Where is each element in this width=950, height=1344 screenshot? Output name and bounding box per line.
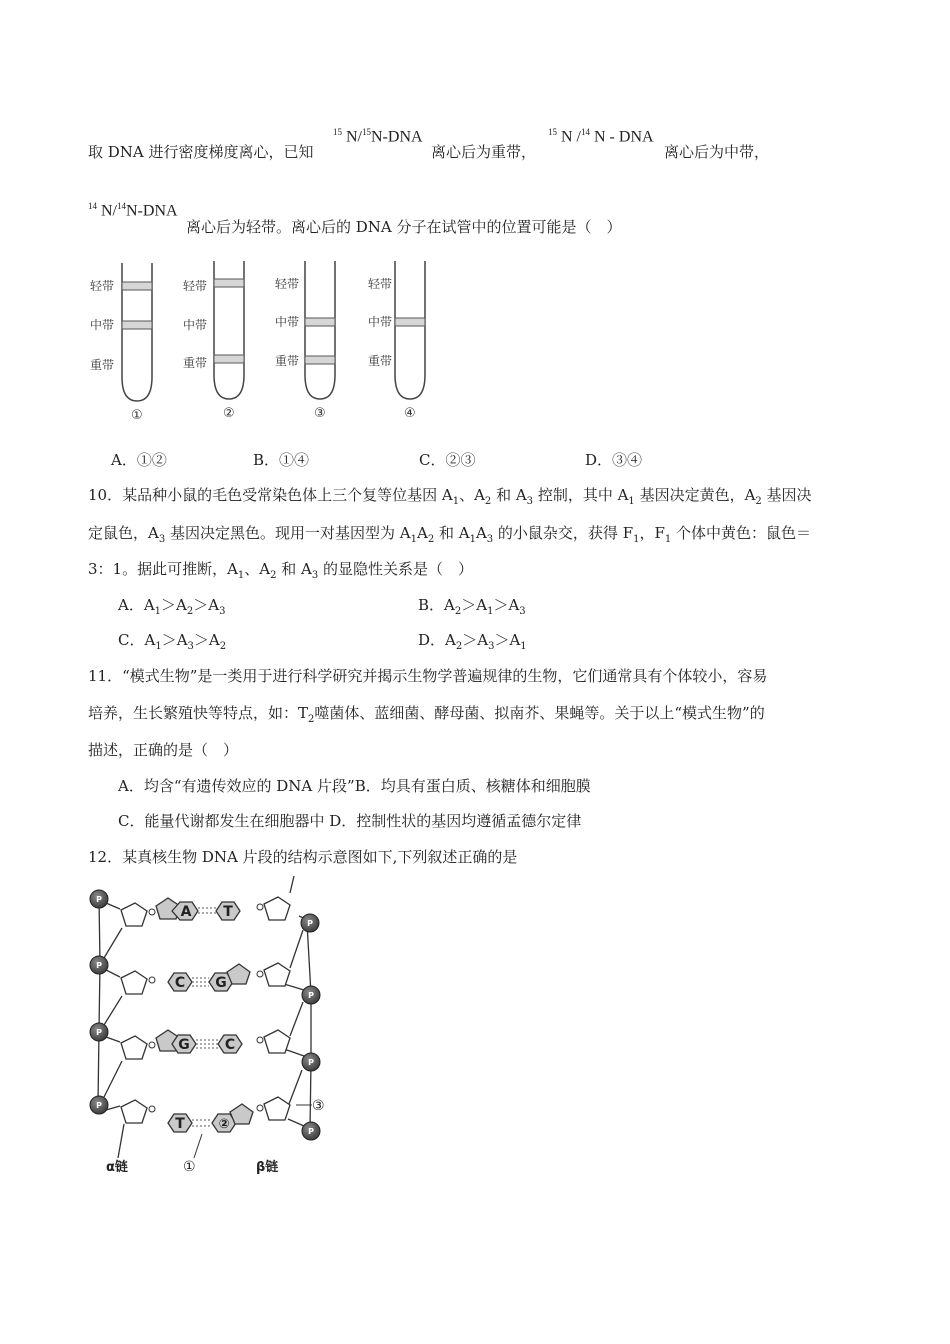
beta-sugar-1 <box>264 897 290 920</box>
alpha-sugar-3 <box>121 1036 147 1059</box>
intro-seg1: 取 DNA 进行密度梯度离心，已知 <box>88 143 314 161</box>
q9-option-b[interactable]: B．①④ <box>253 451 310 469</box>
tube3-middle-band <box>305 318 335 326</box>
base-2-marker: ② <box>218 1117 230 1132</box>
phosphate-label: P <box>96 895 102 904</box>
q10-option-a[interactable]: A．$A_1>A_2>A_3$ <box>118 596 226 617</box>
q9-option-a[interactable]: A．①② <box>111 451 167 469</box>
phosphate-label: P <box>308 1058 314 1067</box>
beta-sugar-3 <box>264 1030 290 1053</box>
beta-sugar-4 <box>264 1097 290 1120</box>
q10-option-b[interactable]: B．$A_2>A_1>A_3$ <box>418 596 526 617</box>
tube2-light-band <box>214 279 244 287</box>
q12-line1: 12．某真核生物 DNA 片段的结构示意图如下,下列叙述正确的是 <box>88 848 518 866</box>
q10-option-d[interactable]: D．$A_2>A_3>A_1$ <box>418 631 527 652</box>
marker-1: ① <box>183 1159 196 1175</box>
q11-options-cd[interactable]: C．能量代谢都发生在细胞器中 D．控制性状的基因均遵循孟德尔定律 <box>118 812 582 830</box>
tube4-light-label: 轻带 <box>368 277 393 291</box>
base-g-row2: G <box>215 975 227 991</box>
q11-line2: 培养，生长繁殖快等特点，如：$T_2$噬菌体、蓝细菌、酵母菌、拟南芥、果蝇等。关于以上“模式生物”的 <box>88 704 765 725</box>
alpha-chain-label: α链 <box>106 1160 128 1175</box>
q10-line3: 3：1。据此可推断，$A_1$、$A_2$ 和 $A_3$ 的显隐性关系是（ ） <box>88 560 474 581</box>
beta-sugar-2 <box>264 963 290 986</box>
tube2-light-label: 轻带 <box>183 279 208 293</box>
tube1-heavy-label: 重带 <box>90 358 115 372</box>
q11-line1: 11．“模式生物”是一类用于进行科学研究并揭示生物学普遍规律的生物，它们通常具有个体较小，容易 <box>88 667 768 685</box>
base-c-row2: C <box>174 975 186 991</box>
tube3-light-label: 轻带 <box>275 277 300 291</box>
q10-line2: 定鼠色，$A_3$ 基因决定黑色。现用一对基因型为 $A_1A_2$ 和 $A_1A_3$ 的小鼠杂交，获得 $F_1$，$F_1$ 个体中黄色：鼠色＝ <box>88 524 812 545</box>
tube3-heavy-label: 重带 <box>275 354 300 368</box>
tube2-heavy-label: 重带 <box>183 356 208 370</box>
phosphate-label: P <box>96 1101 102 1110</box>
phosphate-label: P <box>96 961 102 970</box>
tube3 <box>305 261 335 399</box>
tube1-middle-label: 中带 <box>90 318 115 332</box>
tube2-heavy-band <box>214 355 244 363</box>
base-a: A <box>180 904 192 920</box>
intro-seg2: 离心后为重带， <box>431 143 537 161</box>
formula-14n14n-dna: $^{14}$ N/$^{14}$N-DNA <box>88 201 178 220</box>
marker-3: ③ <box>312 1098 325 1114</box>
tube2-middle-label: 中带 <box>183 318 208 332</box>
q9-option-d[interactable]: D．③④ <box>585 451 643 469</box>
alpha-sugar-4 <box>121 1100 147 1123</box>
beta-chain-label: β链 <box>256 1160 279 1175</box>
tube2-number: ② <box>223 406 235 421</box>
q9-option-c[interactable]: C．②③ <box>419 451 476 469</box>
tube1-middle-band <box>122 321 152 329</box>
phosphate-label: P <box>308 991 314 1000</box>
phosphate-label: P <box>307 919 313 928</box>
formula-15n15n-dna: $^{15}$ N/$^{15}$N-DNA <box>333 127 423 146</box>
tube4-heavy-label: 重带 <box>368 354 393 368</box>
tube4-middle-label: 中带 <box>368 315 393 329</box>
centrifuge-tubes-figure <box>80 255 460 430</box>
base-c-row3: C <box>224 1037 236 1053</box>
alpha-sugar-1 <box>121 903 147 926</box>
tube3-middle-label: 中带 <box>275 315 300 329</box>
tube4 <box>395 261 425 399</box>
phosphate-label: P <box>96 1028 102 1037</box>
q11-options-ab[interactable]: A．均含“有遗传效应的 DNA 片段”B．均具有蛋白质、核糖体和细胞膜 <box>118 777 591 795</box>
intro-seg3: 离心后为中带， <box>664 143 770 161</box>
tube4-number: ④ <box>404 406 416 421</box>
tube4-middle-band <box>395 318 425 326</box>
q10-line1: 10．某品种小鼠的毛色受常染色体上三个复等位基因 $A_1$、$A_2$ 和 $A_3$ 控制，其中 $A_1$ 基因决定黄色，$A_2$ 基因决 <box>88 486 812 507</box>
alpha-sugar-2 <box>121 971 147 994</box>
tube3-heavy-band <box>305 356 335 364</box>
intro-seg4: 离心后为轻带。离心后的 DNA 分子在试管中的位置可能是（ ） <box>186 218 622 236</box>
base-t-row4: T <box>175 1116 185 1132</box>
base-g-row3: G <box>178 1037 190 1053</box>
tube1-number: ① <box>131 408 143 423</box>
formula-15n14n-dna: $^{15}$ N /$^{14}$ N - DNA <box>548 127 654 146</box>
q10-option-c[interactable]: C．$A_1>A_3>A_2$ <box>118 631 227 652</box>
phosphate-label: P <box>308 1127 314 1136</box>
tube1-light-label: 轻带 <box>90 279 115 293</box>
tube3-number: ③ <box>314 406 326 421</box>
dna-structure-diagram <box>84 876 334 1181</box>
base-t-row1: T <box>223 904 233 920</box>
q11-line3: 描述，正确的是（ ） <box>88 741 239 759</box>
tube1-light-band <box>122 282 152 290</box>
